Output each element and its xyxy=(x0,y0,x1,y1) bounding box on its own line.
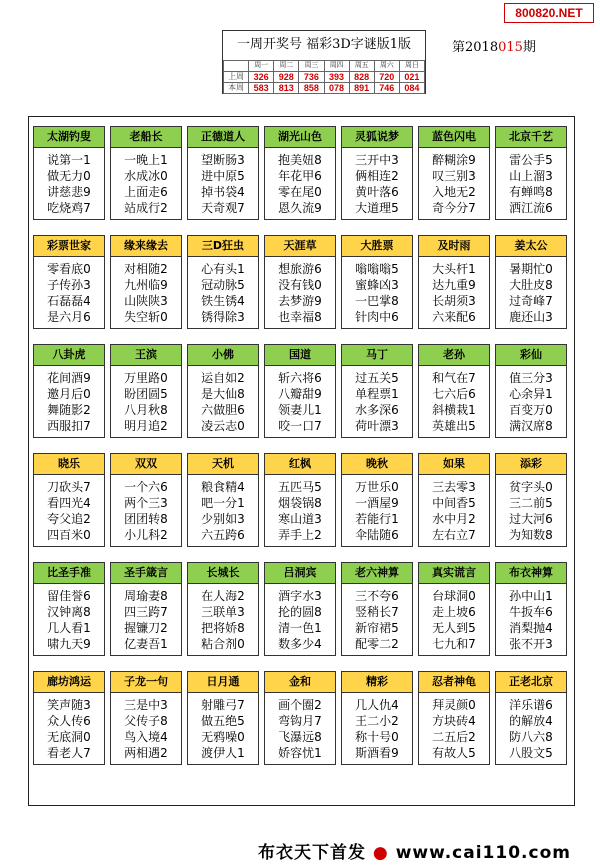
riddle-line: 上面走6 xyxy=(124,185,168,199)
riddle-author: 双双 xyxy=(111,454,181,475)
riddle-card xyxy=(341,562,413,656)
riddle-line: 铁生锈4 xyxy=(201,294,245,308)
riddle-card xyxy=(110,126,182,220)
riddle-author: 正德道人 xyxy=(188,127,258,148)
riddle-line: 少别如3 xyxy=(201,512,245,526)
riddle-line: 粮食精4 xyxy=(201,480,245,494)
riddle-line: 无底洞0 xyxy=(47,730,91,744)
riddle-line: 恩久流9 xyxy=(278,201,322,215)
riddle-card xyxy=(418,344,490,438)
riddle-line: 烟袋锅8 xyxy=(278,496,322,510)
riddle-line: 掉书袋4 xyxy=(201,185,245,199)
riddle-author: 北京千艺 xyxy=(496,127,566,148)
riddle-author: 彩仙 xyxy=(496,345,566,366)
issue-prefix: 第2018 xyxy=(452,40,499,55)
riddle-line: 几人仇4 xyxy=(355,698,399,712)
riddle-line: 射雕弓7 xyxy=(201,698,245,712)
riddle-author: 长城长 xyxy=(188,563,258,584)
riddle-line: 配零二2 xyxy=(355,637,399,651)
riddle-line: 七六后6 xyxy=(432,387,476,401)
riddle-card xyxy=(341,235,413,329)
riddle-line: 弯钩月7 xyxy=(278,714,322,728)
riddle-line: 亿妻吾1 xyxy=(124,637,168,651)
riddle-card xyxy=(110,344,182,438)
riddle-line: 醉糊涂9 xyxy=(432,153,476,167)
riddle-card xyxy=(33,235,105,329)
draw-number: 078 xyxy=(324,83,349,94)
riddle-panel xyxy=(28,116,575,806)
draw-number: 021 xyxy=(399,72,424,83)
footer-dot: ● xyxy=(372,843,389,863)
riddle-line: 拜灵颜0 xyxy=(432,698,476,712)
riddle-line: 无鸦噪0 xyxy=(201,730,245,744)
riddle-card xyxy=(187,453,259,547)
riddle-line: 山陕陕3 xyxy=(124,294,168,308)
riddle-line: 对相随2 xyxy=(124,262,168,276)
riddle-card xyxy=(264,671,336,765)
riddle-author: 晚秋 xyxy=(342,454,412,475)
riddle-line: 是六月6 xyxy=(47,310,91,324)
draw-number: 736 xyxy=(299,72,324,83)
riddle-author: 缘来缘去 xyxy=(111,236,181,257)
riddle-card xyxy=(341,671,413,765)
riddle-line: 鸟入境4 xyxy=(124,730,168,744)
riddle-line: 把将娇8 xyxy=(201,621,245,635)
riddle-line: 左右立7 xyxy=(432,528,476,542)
draw-number: 891 xyxy=(349,83,374,94)
riddle-author: 老孙 xyxy=(419,345,489,366)
riddle-line: 六来配6 xyxy=(432,310,476,324)
riddle-author: 布衣神算 xyxy=(496,563,566,584)
riddle-line: 若能行1 xyxy=(355,512,399,526)
riddle-card xyxy=(418,235,490,329)
riddle-card xyxy=(341,453,413,547)
riddle-line: 酒字水3 xyxy=(278,589,322,603)
riddle-line: 嗡嗡嗡5 xyxy=(355,262,399,276)
riddle-author: 忍者神龟 xyxy=(419,672,489,693)
riddle-line: 达九重9 xyxy=(432,278,476,292)
riddle-line: 数多少4 xyxy=(278,637,322,651)
riddle-line: 值三分3 xyxy=(509,371,553,385)
riddle-line: 运自如2 xyxy=(201,371,245,385)
riddle-line: 两个三3 xyxy=(124,496,168,510)
day-label: 周二 xyxy=(274,61,299,72)
riddle-line: 中间香5 xyxy=(432,496,476,510)
riddle-line: 二五后2 xyxy=(432,730,476,744)
draw-number: 393 xyxy=(324,72,349,83)
riddle-author: 吕洞宾 xyxy=(265,563,335,584)
riddle-line: 在人海2 xyxy=(201,589,245,603)
riddle-author: 正老北京 xyxy=(496,672,566,693)
riddle-line: 俩相连2 xyxy=(355,169,399,183)
riddle-line: 刀砍头7 xyxy=(47,480,91,494)
riddle-line: 有蝉鸣8 xyxy=(509,185,553,199)
riddle-author: 晓乐 xyxy=(34,454,104,475)
riddle-line: 奇今分7 xyxy=(432,201,476,215)
riddle-line: 水成冰0 xyxy=(124,169,168,183)
riddle-line: 暑期忙0 xyxy=(509,262,553,276)
riddle-card xyxy=(418,126,490,220)
riddle-line: 说第一1 xyxy=(47,153,91,167)
riddle-author: 蓝色闪电 xyxy=(419,127,489,148)
riddle-line: 三去零3 xyxy=(432,480,476,494)
site-watermark: 800820.NET xyxy=(504,3,594,23)
riddle-line: 三二前5 xyxy=(509,496,553,510)
riddle-line: 也幸福8 xyxy=(278,310,322,324)
riddle-line: 三是中3 xyxy=(124,698,168,712)
riddle-line: 做无力0 xyxy=(47,169,91,183)
riddle-line: 抡的圆8 xyxy=(278,605,322,619)
riddle-author: 马丁 xyxy=(342,345,412,366)
riddle-line: 入地无2 xyxy=(432,185,476,199)
riddle-line: 画个圈2 xyxy=(278,698,322,712)
riddle-line: 六五跨6 xyxy=(201,528,245,542)
riddle-card xyxy=(341,344,413,438)
draw-number: 858 xyxy=(299,83,324,94)
riddle-line: 一晚上1 xyxy=(124,153,168,167)
riddle-author: 姜太公 xyxy=(496,236,566,257)
riddle-card xyxy=(264,344,336,438)
riddle-line: 大头杆1 xyxy=(432,262,476,276)
riddle-line: 失空斩0 xyxy=(124,310,168,324)
riddle-line: 夸父追2 xyxy=(47,512,91,526)
riddle-line: 留佳誉6 xyxy=(47,589,91,603)
draw-results-table xyxy=(223,60,425,94)
riddle-line: 咬一口7 xyxy=(278,419,322,433)
corner-cell xyxy=(224,61,249,72)
riddle-line: 四百米0 xyxy=(47,528,91,542)
riddle-line: 望断肠3 xyxy=(201,153,245,167)
riddle-line: 过奇峰7 xyxy=(509,294,553,308)
riddle-card xyxy=(33,562,105,656)
riddle-line: 斜横栽1 xyxy=(432,403,476,417)
riddle-card xyxy=(110,671,182,765)
riddle-author: 添彩 xyxy=(496,454,566,475)
riddle-author: 八卦虎 xyxy=(34,345,104,366)
riddle-line: 啸九天9 xyxy=(47,637,91,651)
riddle-line: 一个六6 xyxy=(124,480,168,494)
riddle-line: 是大仙8 xyxy=(201,387,245,401)
day-label: 周一 xyxy=(249,61,274,72)
riddle-line: 王二小2 xyxy=(355,714,399,728)
riddle-line: 邀月后0 xyxy=(47,387,91,401)
riddle-line: 过五关5 xyxy=(355,371,399,385)
riddle-card xyxy=(495,562,567,656)
riddle-author: 精彩 xyxy=(342,672,412,693)
riddle-card xyxy=(33,344,105,438)
riddle-card xyxy=(495,126,567,220)
riddle-line: 黄叶落6 xyxy=(355,185,399,199)
riddle-line: 看老人7 xyxy=(47,746,91,760)
riddle-card xyxy=(341,126,413,220)
draw-row-this-week xyxy=(224,83,425,94)
day-label: 周三 xyxy=(299,61,324,72)
riddle-line: 握镰刀2 xyxy=(124,621,168,635)
riddle-author: 湖光山色 xyxy=(265,127,335,148)
row-label: 上周 xyxy=(224,72,249,83)
riddle-card xyxy=(495,235,567,329)
riddle-line: 万世乐0 xyxy=(355,480,399,494)
riddle-line: 飞瀑远8 xyxy=(278,730,322,744)
riddle-line: 叹三别3 xyxy=(432,169,476,183)
riddle-card xyxy=(33,671,105,765)
draw-number: 583 xyxy=(249,83,274,94)
riddle-line: 八瓣甜9 xyxy=(278,387,322,401)
riddle-card xyxy=(187,562,259,656)
riddle-line: 汉钟离8 xyxy=(47,605,91,619)
riddle-line: 讲慈悲9 xyxy=(47,185,91,199)
riddle-author: 灵狐说梦 xyxy=(342,127,412,148)
riddle-card xyxy=(264,126,336,220)
riddle-card xyxy=(495,453,567,547)
riddle-author: 圣手箴言 xyxy=(111,563,181,584)
riddle-line: 荷叶漂3 xyxy=(355,419,399,433)
riddle-author: 国道 xyxy=(265,345,335,366)
riddle-author: 王滨 xyxy=(111,345,181,366)
riddle-card xyxy=(110,235,182,329)
riddle-line: 父传子8 xyxy=(124,714,168,728)
riddle-line: 四三跨7 xyxy=(124,605,168,619)
riddle-line: 和气在7 xyxy=(432,371,476,385)
row-label: 本周 xyxy=(224,83,249,94)
riddle-author: 日月通 xyxy=(188,672,258,693)
riddle-line: 无人到5 xyxy=(432,621,476,635)
riddle-line: 七九和7 xyxy=(432,637,476,651)
riddle-line: 单程票1 xyxy=(355,387,399,401)
riddle-line: 吃烧鸡7 xyxy=(47,201,91,215)
riddle-line: 盼团圆5 xyxy=(124,387,168,401)
footer-credit xyxy=(258,838,571,863)
riddle-author: 子龙一句 xyxy=(111,672,181,693)
riddle-line: 冠动脉5 xyxy=(201,278,245,292)
footer-url: www.cai110.com xyxy=(395,843,571,863)
riddle-line: 伞陆随6 xyxy=(355,528,399,542)
riddle-line: 吧一分1 xyxy=(201,496,245,510)
riddle-line: 有故人5 xyxy=(432,746,476,760)
riddle-line: 满汉席8 xyxy=(509,419,553,433)
riddle-line: 寒山道3 xyxy=(278,512,322,526)
riddle-line: 抱美妞8 xyxy=(278,153,322,167)
draw-days-row xyxy=(224,61,425,72)
riddle-card xyxy=(187,344,259,438)
riddle-card xyxy=(110,453,182,547)
riddle-line: 的解放4 xyxy=(509,714,553,728)
riddle-line: 三联单3 xyxy=(201,605,245,619)
day-label: 周日 xyxy=(399,61,424,72)
riddle-line: 三开中3 xyxy=(355,153,399,167)
riddle-line: 弄手上2 xyxy=(278,528,322,542)
riddle-line: 明月追2 xyxy=(124,419,168,433)
riddle-line: 小儿科2 xyxy=(124,528,168,542)
issue-suffix: 期 xyxy=(522,40,536,55)
riddle-line: 贫字头0 xyxy=(509,480,553,494)
riddle-line: 八股文5 xyxy=(509,746,553,760)
riddle-line: 心余异1 xyxy=(509,387,553,401)
riddle-line: 称十号0 xyxy=(355,730,399,744)
riddle-author: 廊坊鸿运 xyxy=(34,672,104,693)
riddle-line: 一酒屋9 xyxy=(355,496,399,510)
draw-number: 720 xyxy=(374,72,399,83)
riddle-card xyxy=(264,235,336,329)
riddle-author: 如果 xyxy=(419,454,489,475)
riddle-author: 太湖钓叟 xyxy=(34,127,104,148)
riddle-author: 彩票世家 xyxy=(34,236,104,257)
riddle-card xyxy=(264,453,336,547)
riddle-line: 领妻儿1 xyxy=(278,403,322,417)
riddle-line: 零看底0 xyxy=(47,262,91,276)
riddle-line: 水中月2 xyxy=(432,512,476,526)
riddle-card xyxy=(187,671,259,765)
riddle-line: 舞随影2 xyxy=(47,403,91,417)
riddle-author: 真实谎言 xyxy=(419,563,489,584)
riddle-line: 台球洞0 xyxy=(432,589,476,603)
header-title: 一周开奖号 福彩3D字谜版1版 xyxy=(236,37,412,52)
riddle-author: 老六神算 xyxy=(342,563,412,584)
riddle-line: 想旅游6 xyxy=(278,262,322,276)
footer-text: 布衣天下首发 xyxy=(258,843,366,863)
riddle-line: 鹿还山3 xyxy=(509,310,553,324)
riddle-line: 花间酒9 xyxy=(47,371,91,385)
riddle-author: 红枫 xyxy=(265,454,335,475)
riddle-line: 八月秋8 xyxy=(124,403,168,417)
riddle-card xyxy=(33,126,105,220)
riddle-line: 大肚皮8 xyxy=(509,278,553,292)
riddle-card xyxy=(418,453,490,547)
riddle-line: 竖稍长7 xyxy=(355,605,399,619)
riddle-line: 做五绝5 xyxy=(201,714,245,728)
riddle-line: 新帘裙5 xyxy=(355,621,399,635)
draw-number: 928 xyxy=(274,72,299,83)
riddle-line: 三不夸6 xyxy=(355,589,399,603)
riddle-card xyxy=(33,453,105,547)
issue-number xyxy=(452,36,536,55)
riddle-line: 过大河6 xyxy=(509,512,553,526)
riddle-line: 凌云志0 xyxy=(201,419,245,433)
riddle-line: 为知数8 xyxy=(509,528,553,542)
riddle-line: 零在尾0 xyxy=(278,185,322,199)
riddle-line: 斩六将6 xyxy=(278,371,322,385)
riddle-author: 三D狂虫 xyxy=(188,236,258,257)
riddle-line: 进中原5 xyxy=(201,169,245,183)
riddle-author: 及时雨 xyxy=(419,236,489,257)
riddle-line: 去梦游9 xyxy=(278,294,322,308)
draw-row-last-week xyxy=(224,72,425,83)
riddle-author: 天涯草 xyxy=(265,236,335,257)
riddle-author: 金和 xyxy=(265,672,335,693)
riddle-line: 五匹马5 xyxy=(278,480,322,494)
riddle-card xyxy=(187,126,259,220)
riddle-line: 周瑜妻8 xyxy=(124,589,168,603)
draw-number: 813 xyxy=(274,83,299,94)
riddle-line: 清一色1 xyxy=(278,621,322,635)
day-label: 周四 xyxy=(324,61,349,72)
riddle-line: 针肉中6 xyxy=(355,310,399,324)
riddle-line: 孙中山1 xyxy=(509,589,553,603)
riddle-line: 万里路0 xyxy=(124,371,168,385)
riddle-line: 山上溜3 xyxy=(509,169,553,183)
riddle-line: 心有头1 xyxy=(201,262,245,276)
draw-number: 084 xyxy=(399,83,424,94)
riddle-line: 石磊磊4 xyxy=(47,294,91,308)
riddle-line: 年花甲6 xyxy=(278,169,322,183)
riddle-line: 笑声随3 xyxy=(47,698,91,712)
day-label: 周六 xyxy=(374,61,399,72)
riddle-card xyxy=(418,671,490,765)
riddle-line: 站成行2 xyxy=(124,201,168,215)
weekly-draw-header xyxy=(222,30,426,94)
riddle-card xyxy=(418,562,490,656)
riddle-line: 渡伊人1 xyxy=(201,746,245,760)
riddle-line: 洒江流6 xyxy=(509,201,553,215)
draw-number: 828 xyxy=(349,72,374,83)
riddle-line: 张不开3 xyxy=(509,637,553,651)
riddle-card xyxy=(187,235,259,329)
riddle-author: 天机 xyxy=(188,454,258,475)
riddle-line: 水多深6 xyxy=(355,403,399,417)
riddle-line: 防八六8 xyxy=(509,730,553,744)
riddle-line: 雷公手5 xyxy=(509,153,553,167)
riddle-line: 走上坡6 xyxy=(432,605,476,619)
day-label: 周五 xyxy=(349,61,374,72)
riddle-line: 百变万0 xyxy=(509,403,553,417)
riddle-line: 看四光4 xyxy=(47,496,91,510)
riddle-line: 西服扣7 xyxy=(47,419,91,433)
draw-number: 326 xyxy=(249,72,274,83)
riddle-card xyxy=(495,671,567,765)
riddle-line: 众人传6 xyxy=(47,714,91,728)
riddle-line: 长胡须3 xyxy=(432,294,476,308)
riddle-line: 方块砖4 xyxy=(432,714,476,728)
riddle-line: 团团转8 xyxy=(124,512,168,526)
riddle-line: 六做胆6 xyxy=(201,403,245,417)
riddle-line: 英雄出5 xyxy=(432,419,476,433)
riddle-line: 娇容忧1 xyxy=(278,746,322,760)
riddle-line: 锈得除3 xyxy=(201,310,245,324)
riddle-line: 洋乐谱6 xyxy=(509,698,553,712)
riddle-line: 斯酒看9 xyxy=(355,746,399,760)
riddle-line: 消梨抛4 xyxy=(509,621,553,635)
riddle-line: 天奇观7 xyxy=(201,201,245,215)
riddle-line: 一巴掌8 xyxy=(355,294,399,308)
draw-number: 746 xyxy=(374,83,399,94)
riddle-card xyxy=(264,562,336,656)
riddle-author: 比圣手准 xyxy=(34,563,104,584)
issue-highlight: 015 xyxy=(498,40,523,55)
riddle-line: 蜜蜂凶3 xyxy=(355,278,399,292)
riddle-line: 没有钱0 xyxy=(278,278,322,292)
riddle-author: 老船长 xyxy=(111,127,181,148)
riddle-line: 几人看1 xyxy=(47,621,91,635)
riddle-line: 大道理5 xyxy=(355,201,399,215)
riddle-line: 牛扳车6 xyxy=(509,605,553,619)
riddle-line: 两相遇2 xyxy=(124,746,168,760)
riddle-author: 小佛 xyxy=(188,345,258,366)
riddle-card xyxy=(495,344,567,438)
riddle-line: 九州临9 xyxy=(124,278,168,292)
riddle-line: 粘合剂0 xyxy=(201,637,245,651)
riddle-line: 子传孙3 xyxy=(47,278,91,292)
riddle-card xyxy=(110,562,182,656)
riddle-author: 大胜票 xyxy=(342,236,412,257)
